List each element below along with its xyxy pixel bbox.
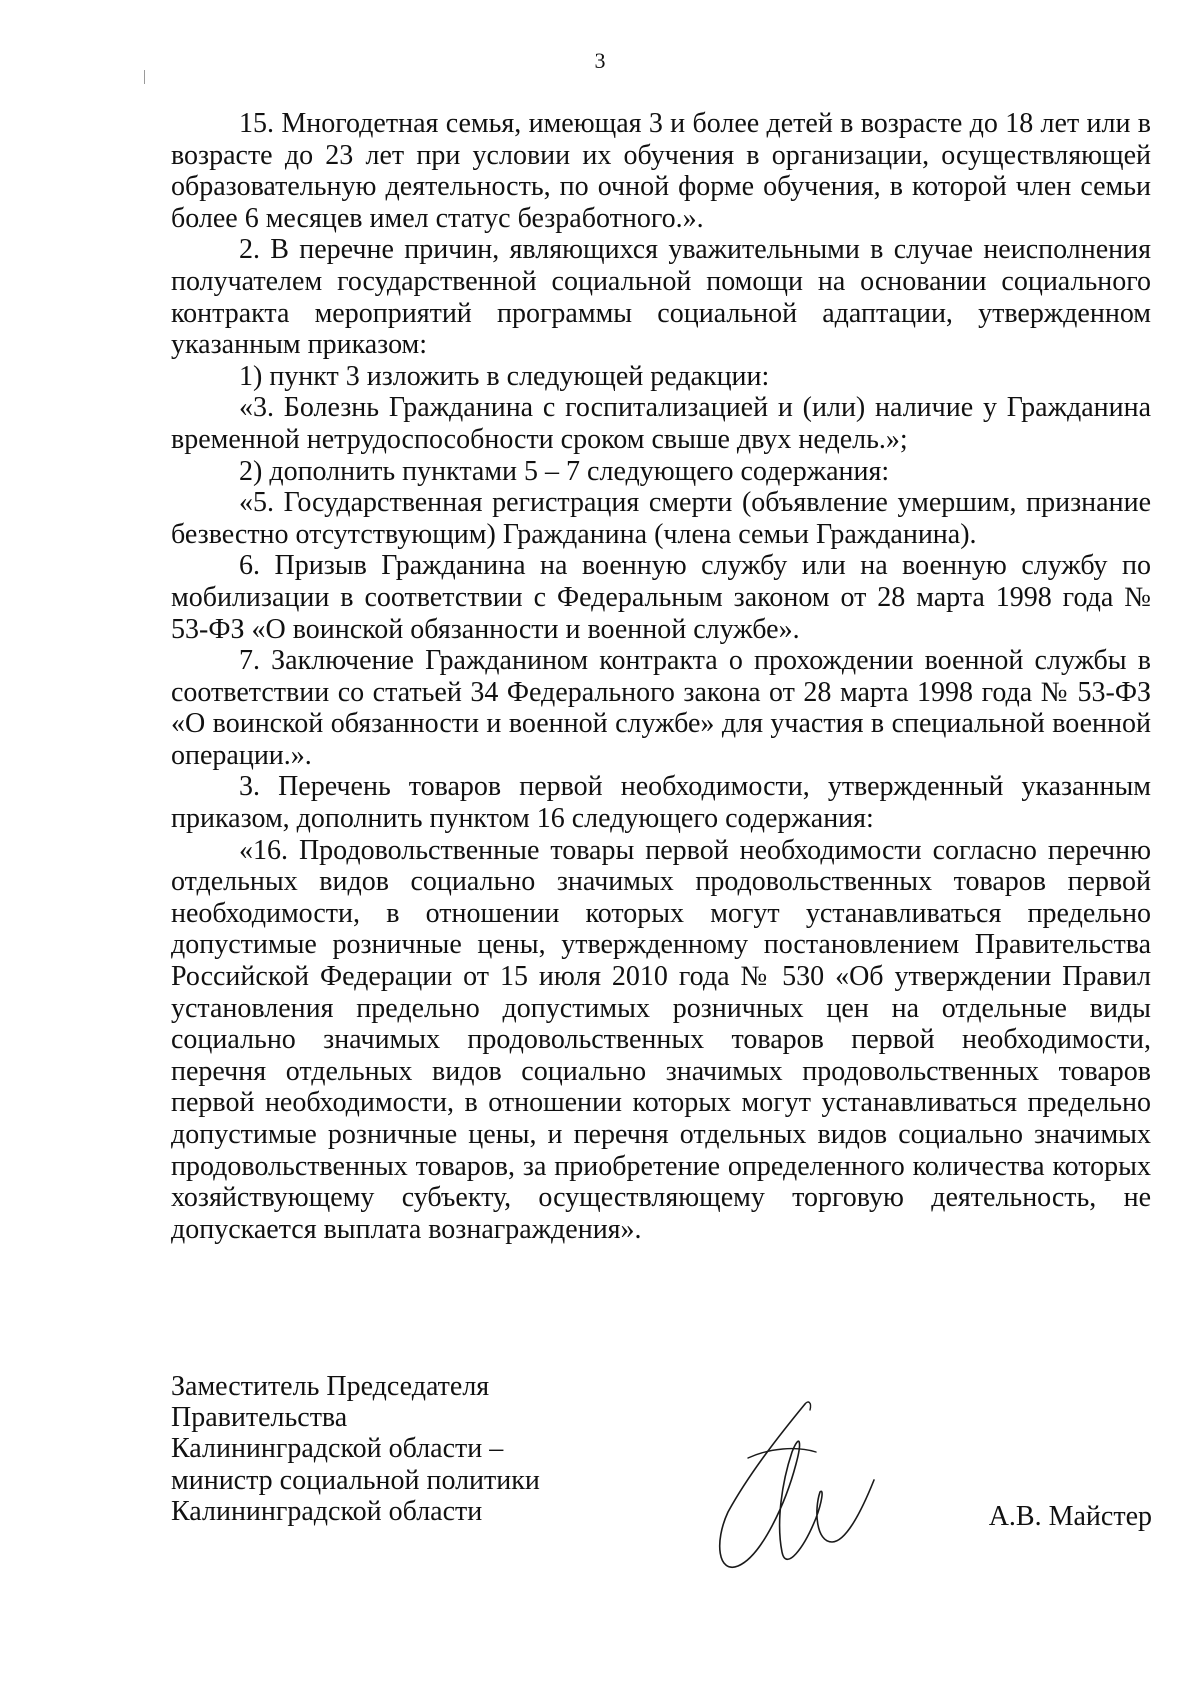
position-line: Заместитель Председателя	[171, 1371, 490, 1402]
position-line: Правительства	[171, 1402, 348, 1434]
paragraph: «3. Болезнь Гражданина с госпитализацией и (или) наличие у Гражданина временной нетрудоспособности сроком свыше двух недель.»;	[171, 392, 1151, 455]
paragraph: «5. Государственная регистрация смерти (объявление умершим, признание безвестно отсутствующим) Гражданина (члена семьи Гражданина).	[171, 487, 1151, 550]
signature-stroke	[805, 1402, 811, 1410]
paragraph: 6. Призыв Гражданина на военную службу или на военную службу по мобилизации в соответствии с Федеральным законом от 28 марта 1998 года № 53-ФЗ «О воинской обязанности и военной службе».	[171, 550, 1151, 645]
signature-stroke	[748, 1449, 816, 1458]
paragraph: 1) пункт 3 изложить в следующей редакции:	[239, 360, 770, 392]
signatory-name: А.В. Майстер	[988, 1501, 1152, 1532]
scan-artifact-mark	[144, 70, 145, 84]
paragraph: 2) дополнить пунктами 5 – 7 следующего содержания:	[239, 455, 890, 487]
paragraph: 15. Многодетная семья, имеющая 3 и более детей в возрасте до 18 лет или в возрасте до 23 лет при условии их обучения в организации, осуществляющей образовательную деятельность, по очной форме обучения, в которой член семьи более 6 месяцев имел статус безработного.».	[171, 108, 1151, 234]
handwritten-signature	[712, 1392, 892, 1592]
position-line: Калининградской области	[171, 1495, 483, 1527]
paragraph: 7. Заключение Гражданином контракта о прохождении военной службы в соответствии со статьей 34 Федерального закона от 28 марта 1998 года № 53-ФЗ «О воинской обязанности и военной службе» для участия в специальной военной операции.».	[171, 645, 1151, 771]
position-line: министр социальной политики	[171, 1464, 540, 1496]
document-body	[171, 108, 1151, 1245]
paragraph: «16. Продовольственные товары первой необходимости согласно перечню отдельных видов социально значимых продовольственных товаров первой необходимости, в отношении которых могут устанавливаться предельно допустимые розничные цены, утвержденному постановлением Правительства Российской Федерации от 15 июля 2010 года № 530 «Об утверждении Правил установления предельно допустимых розничных цен на отдельные виды социально значимых продовольственных товаров первой необходимости, перечня отдельных видов социально значимых продовольственных товаров первой необходимости, в отношении которых могут устанавливаться предельно допустимые розничные цены, и перечня отдельных видов социально значимых продовольственных товаров, за приобретение определенного количества которых хозяйствующему субъекту, осуществляющему торговую деятельность, не допускается выплата вознаграждения».	[171, 834, 1151, 1245]
page-number: 3	[594, 48, 606, 73]
signature-stroke	[720, 1404, 874, 1567]
signatory-position	[171, 1371, 540, 1527]
paragraph: 2. В перечне причин, являющихся уважительными в случае неисполнения получателем государственной социальной помощи на основании социального контракта мероприятий программы социальной адаптации, утвержденном указанным приказом:	[171, 234, 1151, 361]
paragraph: 3. Перечень товаров первой необходимости, утвержденный указанным приказом, дополнить пунктом 16 следующего содержания:	[171, 771, 1151, 835]
position-line: Калининградской области –	[171, 1433, 504, 1465]
